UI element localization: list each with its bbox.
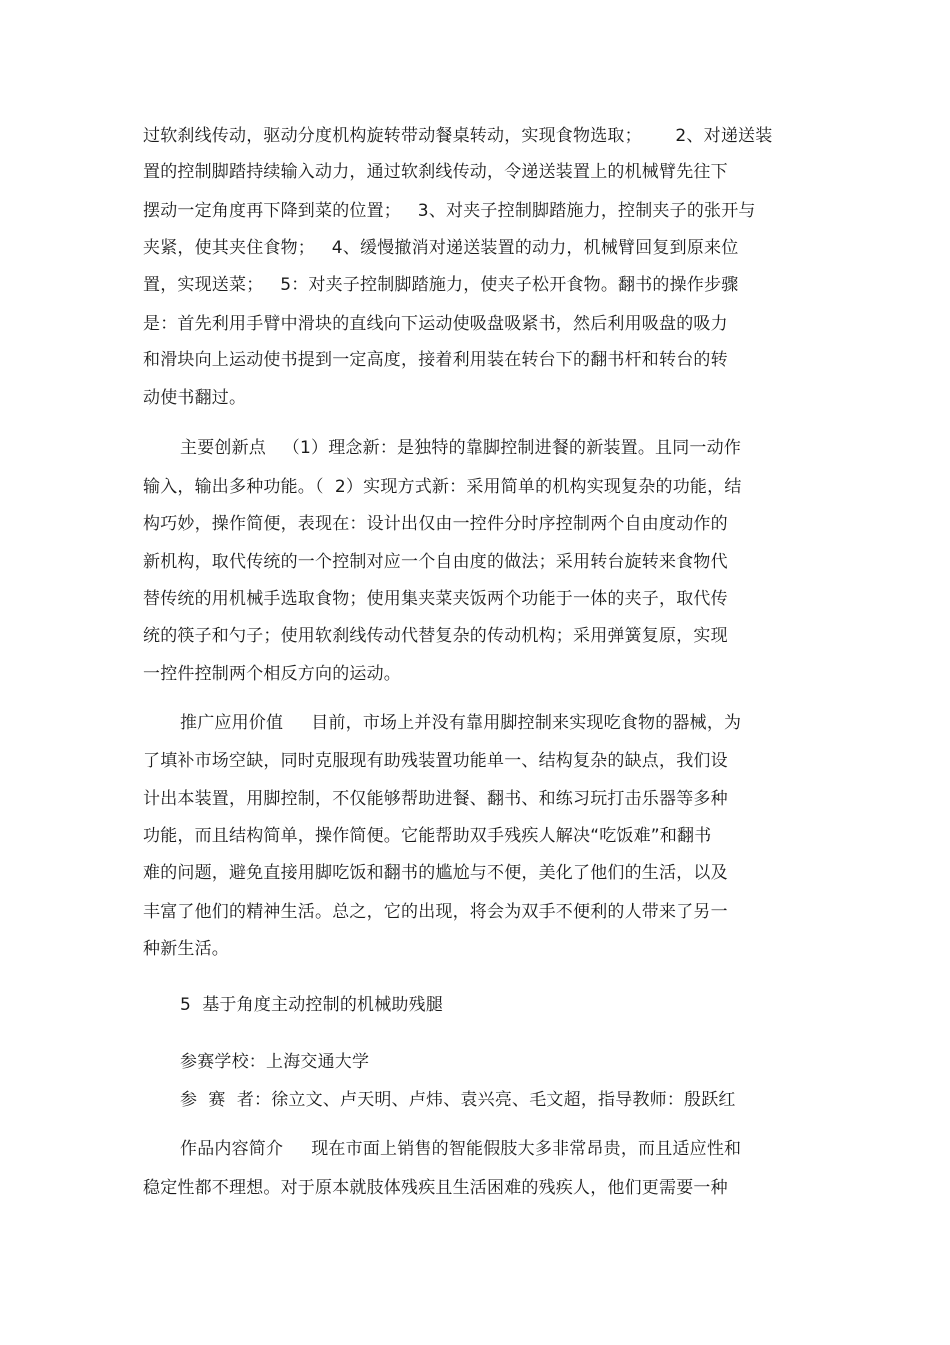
text-line: 功能，而且结构简单，操作简便。它能帮助双手残疾人解决“吃饭难”和翻书 [143, 826, 712, 846]
text-line: 夹紧，使其夹住食物； 4、缓慢撤消对递送装置的动力，机械臂回复到原来位 [143, 238, 739, 258]
text-line: 难的问题，避免直接用脚吃饭和翻书的尴尬与不便，美化了他们的生活，以及 [143, 863, 728, 883]
text-line: 构巧妙，操作简便，表现在：设计出仅由一控件分时序控制两个自由度动作的 [143, 514, 728, 534]
school-line: 参赛学校：上海交通大学 [180, 1052, 370, 1072]
text-line: 新机构，取代传统的一个控制对应一个自由度的做法；采用转台旋转来食物代 [143, 552, 728, 572]
text-line: 置，实现送菜； 5：对夹子控制脚踏施力，使夹子松开食物。翻书的操作步骤 [143, 275, 739, 295]
text-line: 动使书翻过。 [143, 388, 247, 408]
text-line: 稳定性都不理想。对于原本就肢体残疾且生活困难的残疾人，他们更需要一种 [143, 1178, 728, 1198]
text-line: 统的筷子和勺子；使用软刹线传动代替复杂的传动机构；采用弹簧复原，实现 [143, 626, 728, 646]
text-line: 摆动一定角度再下降到菜的位置； 3、对夹子控制脚踏施力，控制夹子的张开与 [143, 201, 756, 221]
text-line: 置的控制脚踏持续输入动力，通过软刹线传动，令递送装置上的机械臂先往下 [143, 162, 728, 182]
text-line: 计出本装置，用脚控制，不仅能够帮助进餐、翻书、和练习玩打击乐器等多种 [143, 789, 728, 809]
section-title: 5 基于角度主动控制的机械助残腿 [180, 995, 444, 1015]
text-line: 输入，输出多种功能。（ 2）实现方式新：采用简单的机构实现复杂的功能，结 [143, 477, 742, 497]
text-line: 过软刹线传动，驱动分度机构旋转带动餐桌转动，实现食物选取； 2、对递送装 [143, 126, 773, 146]
text-line: 替传统的用机械手选取食物；使用集夹菜夹饭两个功能于一体的夹子，取代传 [143, 589, 728, 609]
text-line: 和滑块向上运动使书提到一定高度，接着利用装在转台下的翻书杆和转台的转 [143, 350, 728, 370]
text-line: 了填补市场空缺，同时克服现有助残装置功能单一、结构复杂的缺点，我们设 [143, 751, 728, 771]
text-line: 推广应用价值 目前，市场上并没有靠用脚控制来实现吃食物的器械，为 [180, 713, 742, 733]
text-line: 丰富了他们的精神生活。总之，它的出现，将会为双手不便利的人带来了另一 [143, 902, 728, 922]
text-line: 一控件控制两个相反方向的运动。 [143, 664, 401, 684]
text-line: 种新生活。 [143, 939, 229, 959]
text-line: 主要创新点 （1）理念新：是独特的靠脚控制进餐的新装置。且同一动作 [180, 438, 742, 458]
text-line: 作品内容简介 现在市面上销售的智能假肢大多非常昂贵，而且适应性和 [180, 1139, 742, 1159]
participants-line: 参 赛 者：徐立文、卢天明、卢炜、袁兴亮、毛文超，指导教师：殷跃红 [180, 1090, 736, 1110]
text-line: 是：首先利用手臂中滑块的直线向下运动使吸盘吸紧书，然后利用吸盘的吸力 [143, 314, 728, 334]
